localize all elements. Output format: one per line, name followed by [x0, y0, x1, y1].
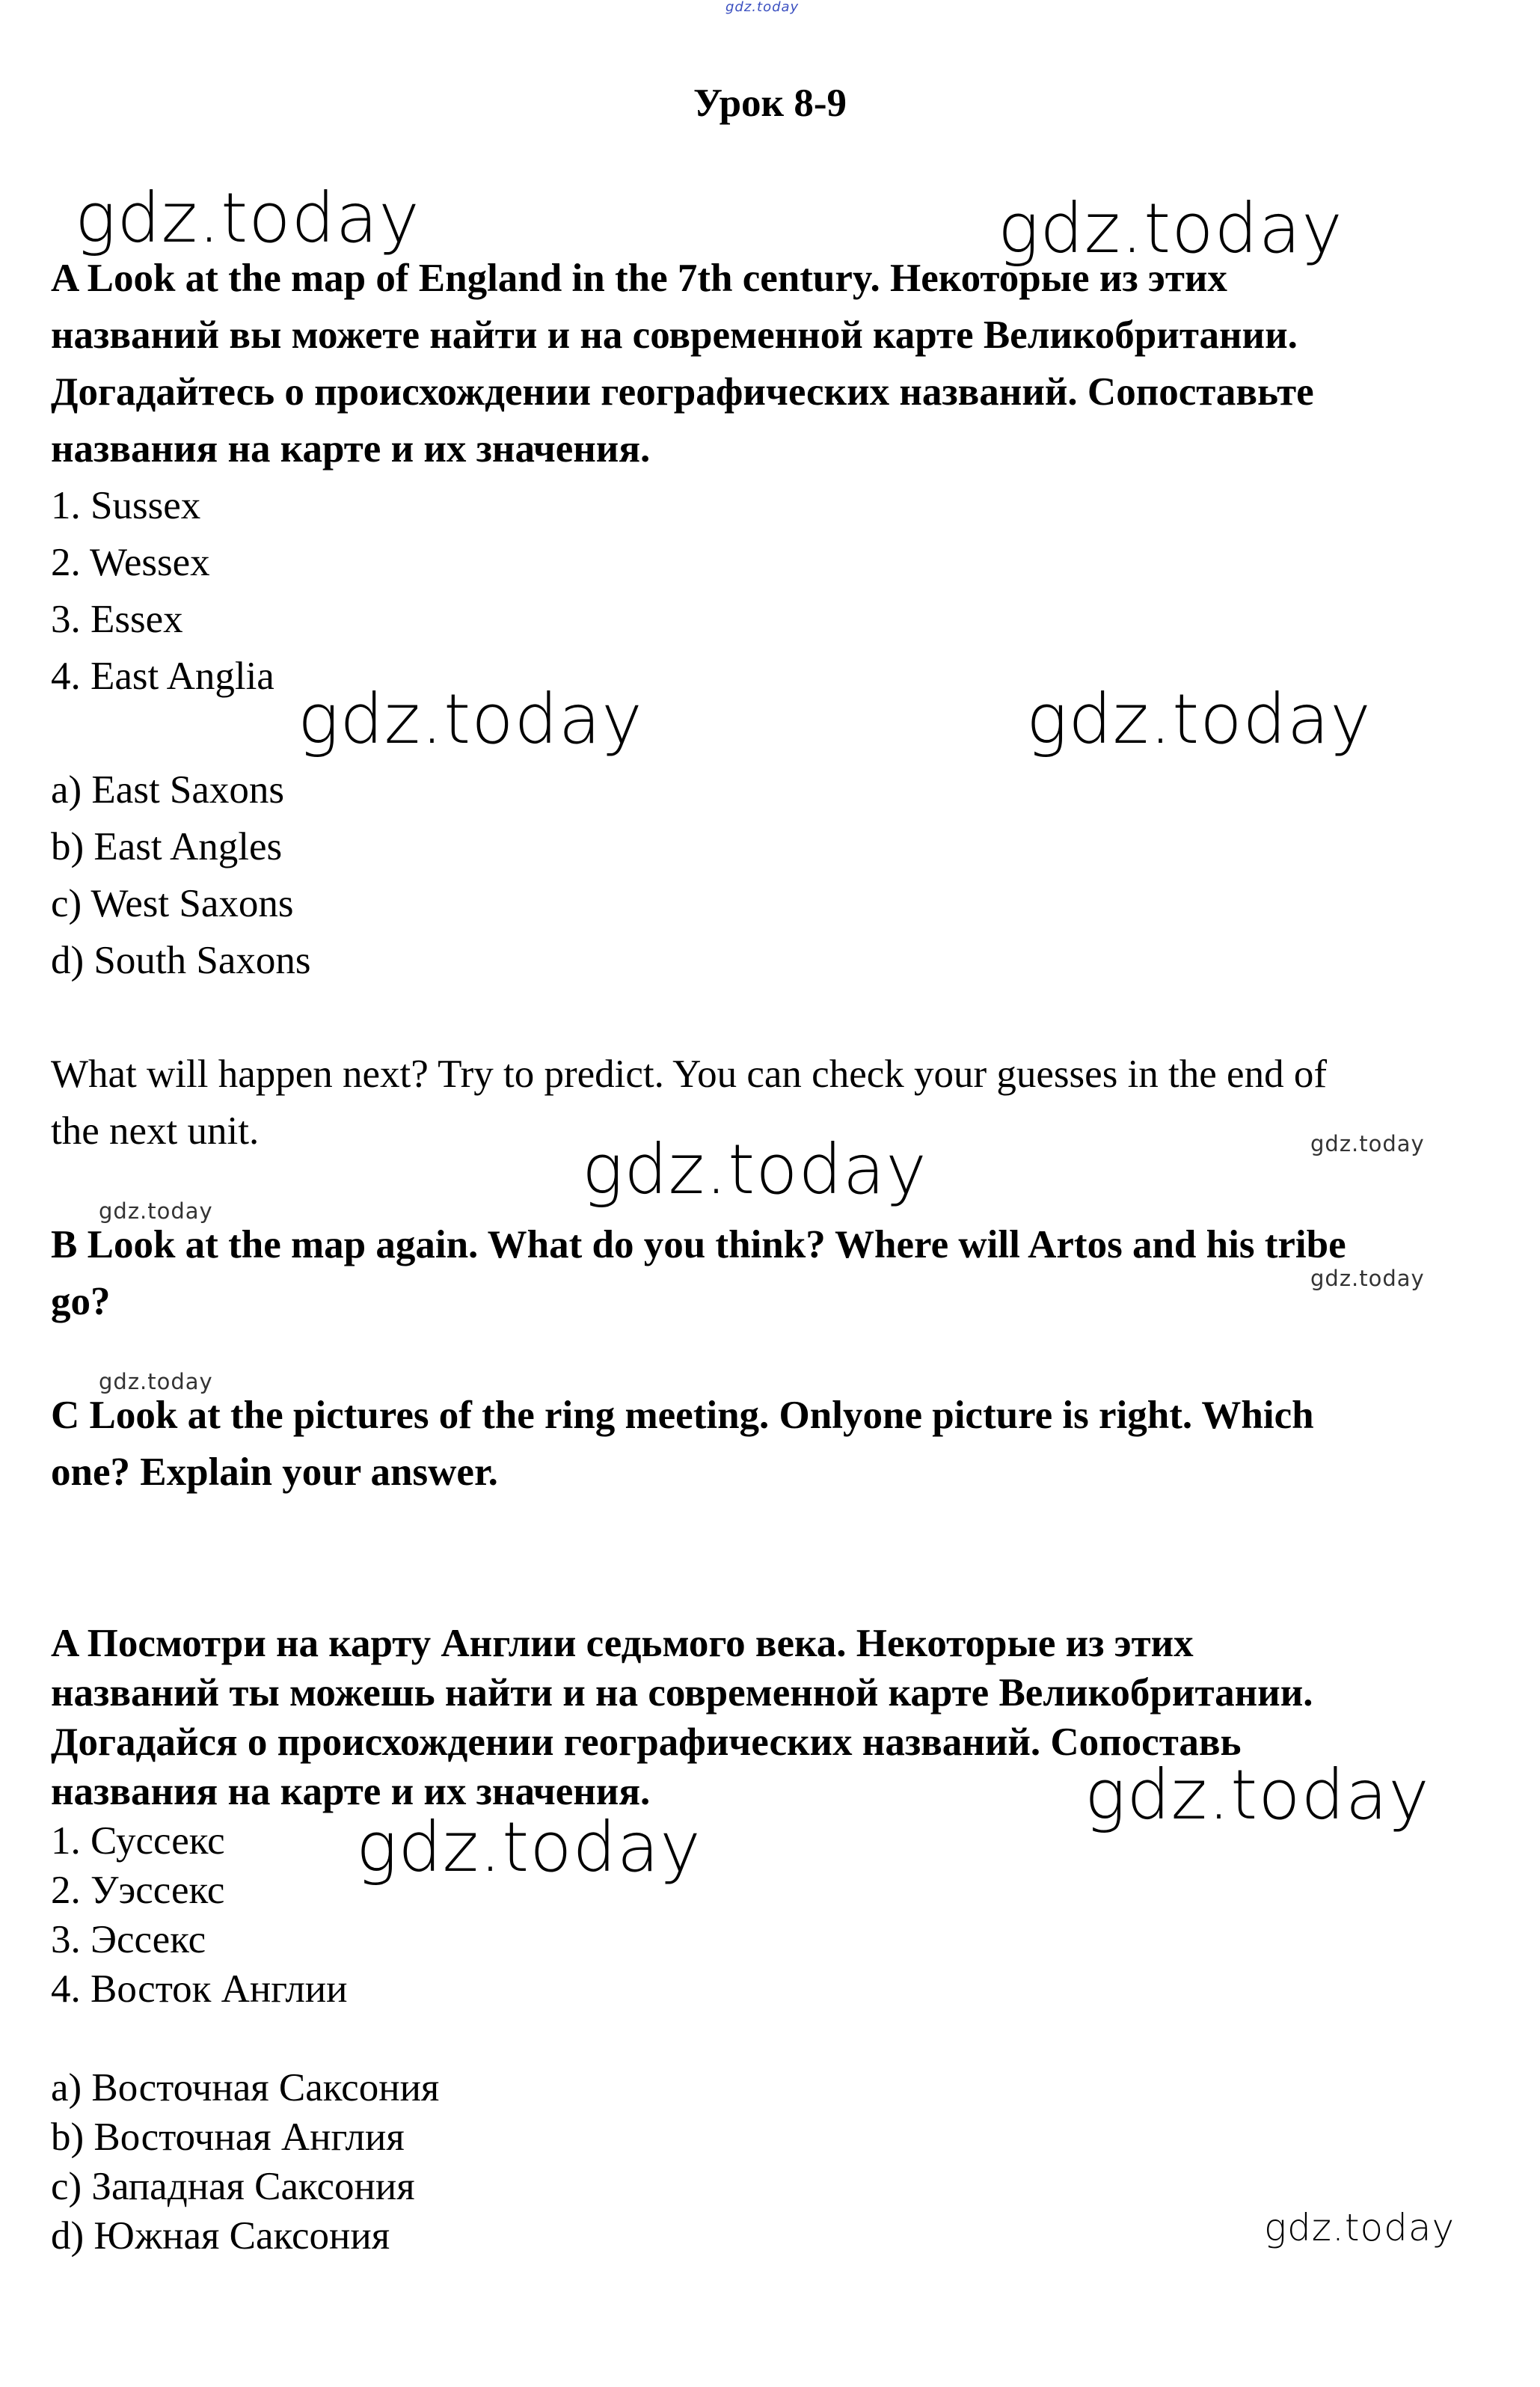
section-c-line: C Look at the pictures of the ring meeting. Onlyone picture is right. Which [51, 1394, 1314, 1437]
prediction-prompt-line: What will happen next? Try to predict. You can check your guesses in the end of [51, 1052, 1327, 1096]
place-name-item-ru: 3. Эссекс [51, 1918, 206, 1961]
prediction-prompt-line: the next unit. [51, 1109, 260, 1153]
section-a-ru-line: A Посмотри на карту Англии седьмого века. Некоторые из этих [51, 1622, 1194, 1665]
watermark-small: gdz.today [1310, 1266, 1425, 1291]
meaning-item: d) South Saxons [51, 939, 311, 982]
page-title: Урок 8-9 [693, 82, 847, 125]
place-name-item: 2. Wessex [51, 541, 210, 584]
section-a-ru-line: названий ты можешь найти и на современной карте Великобритании. [51, 1671, 1313, 1715]
watermark: gdz.today [356, 1807, 702, 1887]
watermark-small: gdz.today [99, 1369, 213, 1394]
meaning-item: c) West Saxons [51, 882, 294, 925]
meaning-item: b) East Angles [51, 825, 283, 868]
watermark: gdz.today [298, 679, 643, 759]
section-a-en-line: названий вы можете найти и на современной карте Великобритании. [51, 313, 1298, 357]
section-a-en-line: Догадайтесь о происхождении географических названий. Сопоставьте [51, 370, 1314, 414]
watermark-small: gdz.today [99, 1198, 213, 1224]
place-name-item: 4. East Anglia [51, 655, 274, 698]
section-c-line: one? Explain your answer. [51, 1450, 498, 1494]
meaning-item-ru: a) Восточная Саксония [51, 2066, 440, 2109]
section-a-ru-line: названия на карте и их значения. [51, 1770, 651, 1813]
watermark: gdz.today [1085, 1755, 1430, 1835]
meaning-item: a) East Saxons [51, 768, 285, 812]
section-a-en-line: A Look at the map of England in the 7th century. Некоторые из этих [51, 257, 1227, 300]
meaning-item-ru: b) Восточная Англия [51, 2115, 405, 2159]
section-b-line: B Look at the map again. What do you think? Where will Artos and his tribe [51, 1223, 1346, 1266]
watermark-medium: gdz.today [1264, 2206, 1455, 2249]
header-watermark: gdz.today [725, 0, 800, 15]
place-name-item-ru: 1. Суссекс [51, 1819, 225, 1863]
watermark: gdz.today [998, 189, 1343, 269]
section-b-line: go? [51, 1280, 111, 1323]
place-name-item: 1. Sussex [51, 484, 201, 527]
watermark: gdz.today [75, 178, 420, 258]
watermark-small: gdz.today [1310, 1131, 1425, 1156]
place-name-item: 3. Essex [51, 598, 183, 641]
watermark: gdz.today [1026, 679, 1372, 759]
place-name-item-ru: 4. Восток Англии [51, 1967, 348, 2011]
section-a-ru-line: Догадайся о происхождении географических названий. Сопоставь [51, 1720, 1242, 1764]
meaning-item-ru: d) Южная Саксония [51, 2214, 390, 2258]
watermark: gdz.today [582, 1130, 927, 1210]
meaning-item-ru: c) Западная Саксония [51, 2165, 415, 2208]
section-a-en-line: названия на карте и их значения. [51, 427, 651, 471]
place-name-item-ru: 2. Уэссекс [51, 1869, 225, 1912]
